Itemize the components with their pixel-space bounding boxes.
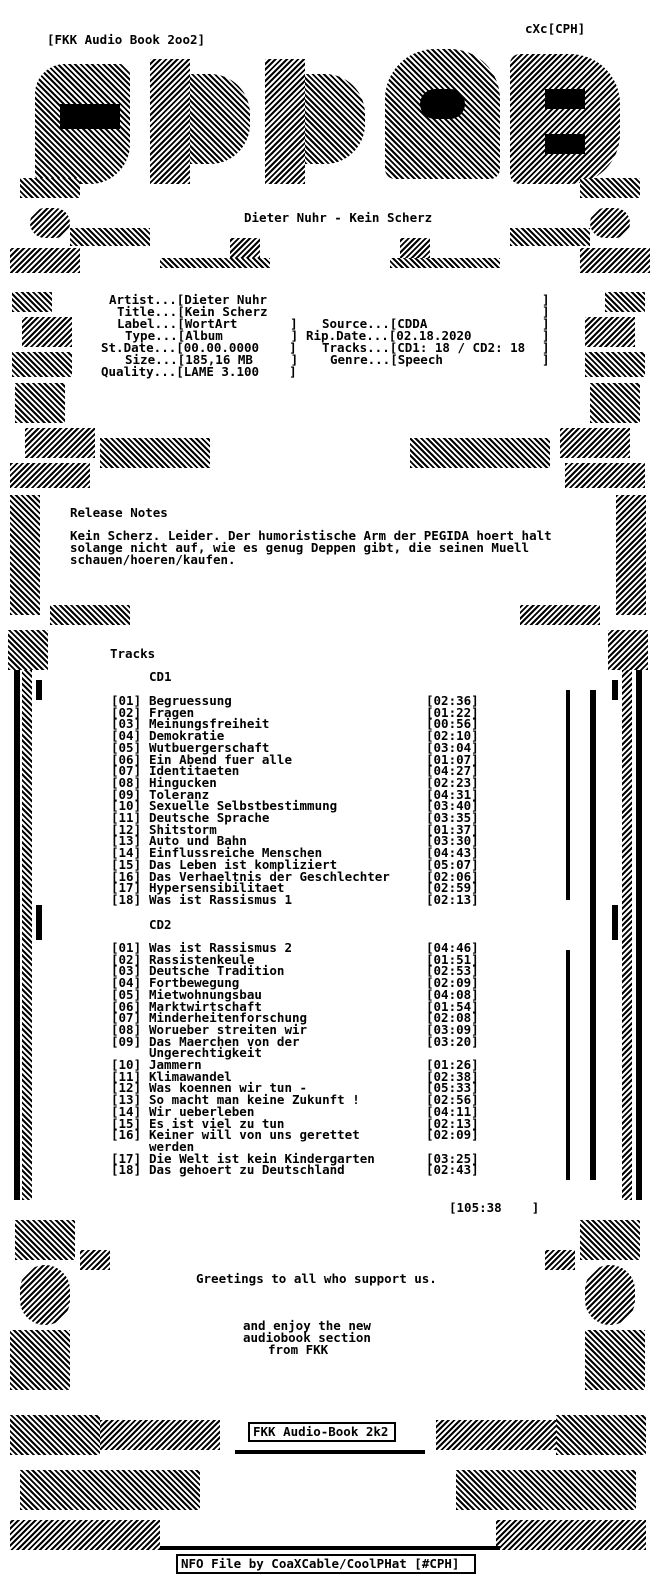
track-title: Einflussreiche Menschen — [149, 845, 323, 861]
info-bracket: ] — [542, 340, 550, 355]
track-number: [06] — [111, 998, 142, 1014]
track-number: [18] — [111, 891, 142, 907]
track-duration: [05:33] — [426, 1080, 479, 1096]
track-number: [04] — [111, 728, 142, 744]
track-duration: [02:13] — [426, 891, 479, 907]
cd2-label: CD2 — [149, 917, 172, 932]
track-number: [01] — [111, 693, 142, 708]
info-ripdate: Rip.Date...[02.18.2020 — [306, 328, 472, 343]
track-duration: [02:23] — [426, 774, 479, 790]
track-number: [10] — [111, 1057, 142, 1072]
track-number: [14] — [111, 1103, 142, 1119]
track-duration: [02:59] — [426, 880, 479, 896]
track-number: [14] — [111, 845, 142, 861]
track-duration: [01:07] — [426, 751, 479, 767]
track-title: Jammern — [149, 1057, 202, 1072]
greetings-text: Greetings to all who support us. — [196, 1271, 437, 1286]
track-duration: [01:37] — [426, 821, 479, 837]
track-duration: [04:27] — [426, 763, 479, 779]
info-bracket: ] — [542, 316, 550, 331]
header-right-tag: cXc[CPH] — [525, 21, 586, 36]
info-label: Label...[WortArt ] — [117, 316, 298, 331]
release-notes-line: schauen/hoeren/kaufen. — [70, 552, 236, 567]
track-number: [12] — [111, 821, 142, 837]
info-artist: Artist...[Dieter Nuhr — [109, 292, 268, 307]
track-duration: [02:09] — [426, 1127, 479, 1143]
track-number: [03] — [111, 963, 142, 979]
track-title: Klimawandel — [149, 1068, 232, 1084]
info-stdate: St.Date...[00.00.0000 ] — [101, 340, 297, 355]
track-number: [02] — [111, 951, 142, 967]
info-ornament-right — [565, 292, 645, 382]
track-title: Was koennen wir tun - — [149, 1080, 308, 1096]
greetings-ornament — [0, 1220, 656, 1410]
track-number: [15] — [111, 856, 142, 872]
info-title: Title...[Kein Scherz — [117, 304, 268, 319]
track-number: [16] — [111, 868, 142, 884]
track-title: Wutbuergerschaft — [149, 739, 270, 755]
info-bracket: ] — [542, 292, 550, 307]
track-title: Worueber streiten wir — [149, 1021, 308, 1037]
track-duration: [02:53] — [426, 963, 479, 979]
track-duration: [03:20] — [426, 1033, 479, 1049]
track-number: [08] — [111, 1021, 142, 1037]
track-duration: [01:51] — [426, 951, 479, 967]
track-duration: [03:25] — [426, 1150, 479, 1166]
track-number: [13] — [111, 1092, 142, 1108]
track-title: Fragen — [149, 704, 195, 720]
footer-box-credits — [176, 1554, 476, 1574]
track-number: [18] — [111, 1162, 142, 1178]
tracks-heading: Tracks — [110, 646, 156, 661]
track-number: [06] — [111, 751, 142, 767]
track-title: Das Verhaeltnis der Geschlechter — [149, 868, 390, 884]
track-title: Shitstorm — [149, 821, 217, 837]
track-title: Wir ueberleben — [149, 1103, 255, 1119]
header-left-tag: [FKK Audio Book 2oo2] — [47, 32, 206, 47]
track-duration: [02:10] — [426, 728, 479, 744]
info-size: Size...[185,16 MB ] — [125, 352, 299, 367]
info-bracket: ] — [542, 352, 550, 367]
info-type: Type...[Album ] — [125, 328, 299, 343]
track-title: Die Welt ist kein Kindergarten — [149, 1150, 375, 1166]
track-number: [04] — [111, 975, 142, 991]
track-duration: [02:06] — [426, 868, 479, 884]
track-title: Das Leben ist kompliziert — [149, 856, 338, 872]
track-number: [07] — [111, 1010, 142, 1026]
track-title: Deutsche Tradition — [149, 963, 285, 979]
track-number: [05] — [111, 986, 142, 1002]
info-bracket: ] — [542, 304, 550, 319]
track-title: Fortbewegung — [149, 975, 240, 991]
release-title: Dieter Nuhr - Kein Scherz — [244, 210, 433, 225]
track-number: [17] — [111, 1150, 142, 1166]
track-title: Demokratie — [149, 728, 225, 744]
title-ornament-right — [380, 178, 650, 288]
track-title: Identitaeten — [149, 763, 240, 779]
footer-box-audiobook — [248, 1422, 396, 1442]
track-duration: [04:08] — [426, 986, 479, 1002]
track-title: Toleranz — [149, 786, 210, 802]
track-title: Minderheitenforschung — [149, 1010, 308, 1026]
cd1-label: CD1 — [149, 669, 172, 684]
total-time: [105:38 ] — [449, 1200, 540, 1215]
info-bracket: ] — [542, 328, 550, 343]
track-number: [01] — [111, 940, 142, 955]
enjoy-line: audiobook section — [243, 1330, 371, 1345]
track-number: [07] — [111, 763, 142, 779]
track-title: Sexuelle Selbstbestimmung — [149, 798, 338, 814]
track-number: [11] — [111, 1068, 142, 1084]
track-title: Das Maerchen von der — [149, 1033, 300, 1049]
track-duration: [04:46] — [426, 940, 479, 955]
track-duration: [02:56] — [426, 1092, 479, 1108]
track-duration: [02:43] — [426, 1162, 479, 1178]
track-duration: [03:09] — [426, 1021, 479, 1037]
track-number: [16] — [111, 1127, 142, 1143]
track-number: [02] — [111, 704, 142, 720]
logo-text: FKK — [300, 109, 302, 110]
track-title: Was ist Rassismus 1 — [149, 891, 292, 907]
track-number: [09] — [111, 1033, 142, 1049]
track-duration: [02:08] — [426, 1010, 479, 1026]
track-duration: [01:26] — [426, 1057, 479, 1072]
track-title: Keiner will von uns gerettet — [149, 1127, 360, 1143]
release-notes-heading: Release Notes — [70, 505, 168, 520]
track-title: So macht man keine Zukunft ! — [149, 1092, 360, 1108]
track-number: [08] — [111, 774, 142, 790]
track-duration: [04:31] — [426, 786, 479, 802]
info-genre: Genre...[Speech — [330, 352, 443, 367]
track-title: Rassistenkeule — [149, 951, 255, 967]
track-duration: [02:38] — [426, 1068, 479, 1084]
track-number: [13] — [111, 833, 142, 849]
track-duration: [02:36] — [426, 693, 479, 708]
track-title: Ein Abend fuer alle — [149, 751, 292, 767]
track-number: [11] — [111, 810, 142, 825]
track-title: Hypersensibilitaet — [149, 880, 285, 896]
track-duration: [04:43] — [426, 845, 479, 861]
track-number: [10] — [111, 798, 142, 814]
track-title-continuation: werden — [149, 1138, 195, 1154]
track-title: Begruessung — [149, 693, 232, 708]
track-duration: [05:07] — [426, 856, 479, 872]
track-row — [111, 1164, 491, 1176]
track-row — [111, 891, 491, 907]
track-duration: [02:13] — [426, 1115, 479, 1131]
track-duration: [03:04] — [426, 739, 479, 755]
release-notes-line: solange nicht auf, wie es genug Deppen gibt, die seinen Muell — [70, 540, 530, 555]
track-title: Meinungsfreiheit — [149, 716, 270, 732]
info-tracks: Tracks...[CD1: 18 / CD2: 18 — [322, 340, 526, 355]
track-duration: [01:22] — [426, 704, 479, 720]
footer-box-credits-text: NFO File by CoaXCable/CoolPHat [#CPH] — [181, 1556, 460, 1571]
track-number: [09] — [111, 786, 142, 802]
enjoy-line: from FKK — [268, 1342, 329, 1357]
track-duration: [03:30] — [426, 833, 479, 849]
track-number: [15] — [111, 1115, 142, 1131]
track-title: Marktwirtschaft — [149, 998, 262, 1014]
track-title: Was ist Rassismus 2 — [149, 940, 292, 955]
track-title: Hingucken — [149, 774, 217, 790]
track-number: [05] — [111, 739, 142, 755]
info-source: Source...[CDDA — [322, 316, 428, 331]
track-number: [03] — [111, 716, 142, 732]
track-duration: [03:35] — [426, 810, 479, 825]
track-title: Das gehoert zu Deutschland — [149, 1162, 345, 1178]
track-number: [12] — [111, 1080, 142, 1096]
track-title: Deutsche Sprache — [149, 810, 270, 825]
track-title: Auto und Bahn — [149, 833, 247, 849]
info-ornament-left — [12, 292, 92, 382]
track-title-continuation: Ungerechtigkeit — [149, 1045, 262, 1061]
track-duration: [00:56] — [426, 716, 479, 732]
track-number: [17] — [111, 880, 142, 896]
fkk-logo — [0, 44, 656, 184]
enjoy-line: and enjoy the new — [243, 1318, 371, 1333]
title-ornament-left — [10, 178, 280, 288]
track-duration: [04:11] — [426, 1103, 479, 1119]
track-duration: [01:54] — [426, 998, 479, 1014]
track-title: Es ist viel zu tun — [149, 1115, 285, 1131]
track-duration: [03:40] — [426, 798, 479, 814]
info-quality: Quality...[LAME 3.100 ] — [101, 364, 297, 379]
release-notes-line: Kein Scherz. Leider. Der humoristische Arm der PEGIDA hoert halt — [70, 528, 552, 543]
divider-ornament — [0, 378, 656, 493]
track-title: Mietwohnungsbau — [149, 986, 262, 1002]
track-duration: [02:09] — [426, 975, 479, 991]
footer-box-audiobook-text: FKK Audio-Book 2k2 — [253, 1424, 389, 1439]
